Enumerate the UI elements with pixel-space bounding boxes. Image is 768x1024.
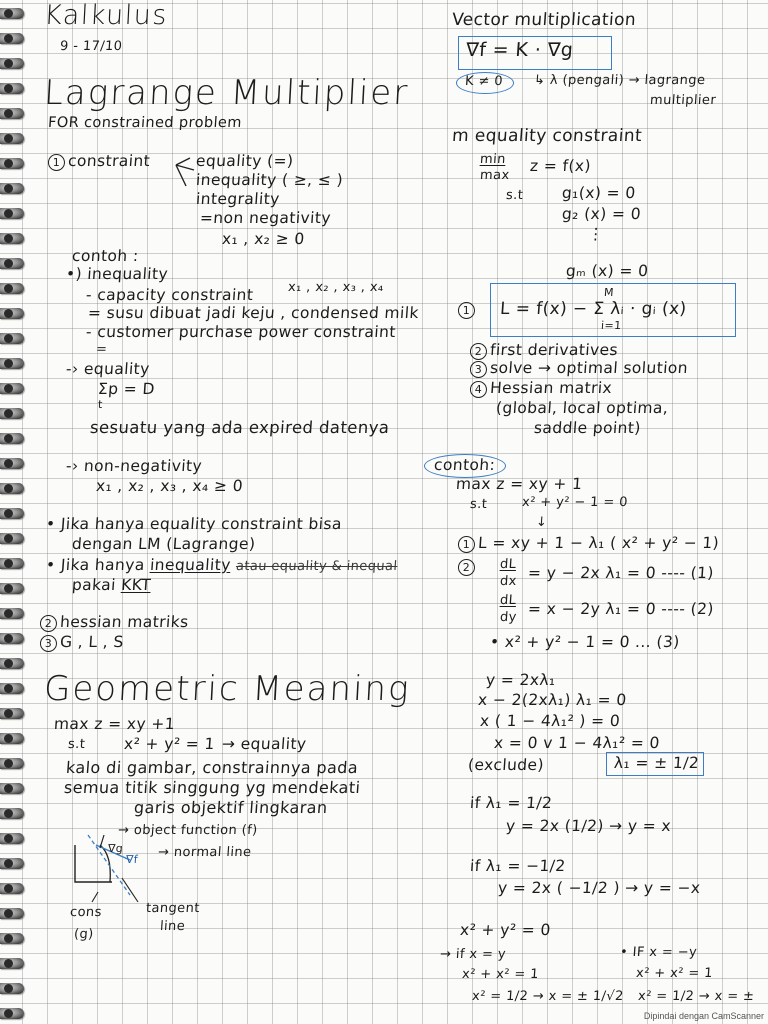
geo-equality: → equality (221, 735, 308, 753)
sum-expr: Σp = D (97, 380, 156, 398)
cons-label: cons (69, 905, 103, 920)
item2-hessian: 2 hessian matriks (39, 614, 189, 632)
bullet-equality-line2: dengan LM (Lagrange) (71, 535, 256, 553)
if-x-eq-y: → if x = y (439, 947, 507, 962)
nonneg-vars-2: x₁ , x₂ , x₃ , x₄ ≥ 0 (95, 477, 244, 495)
sum-lower: i=1 (600, 319, 622, 332)
m-equality-heading: m equality constraint (451, 126, 643, 146)
capacity-vars: x₁ , x₂ , x₃ , x₄ (287, 280, 385, 295)
item2-text: hessian matriks (59, 613, 190, 631)
dldx-den: dx (499, 574, 518, 589)
step4: 4 Hessian matrix (469, 380, 612, 398)
item1 (47, 153, 150, 171)
bullet2-inequality: inequality (149, 556, 232, 574)
cons-pointer (92, 892, 98, 902)
geo-text-1: kalo di gambar, constrainnya pada (65, 758, 359, 777)
tangent-label: tangent (145, 901, 201, 916)
example-max: max z = xy + 1 (455, 475, 583, 493)
eq3: • x² + y² − 1 = 0 ... (3) (489, 633, 681, 651)
nonneg-vars: x₁ , x₂ ≥ 0 (221, 230, 306, 248)
step1 (457, 301, 478, 319)
inequality-label: •) inequality (65, 265, 169, 283)
min-label: min (479, 152, 507, 167)
step2-text: first derivatives (489, 341, 619, 359)
bullet-equality-line1: • Jika hanya equality constraint bisa (45, 515, 343, 533)
cons-g-label: (g) (73, 927, 95, 942)
diagram-axes (75, 845, 112, 882)
g2-constraint: g₂ (x) = 0 (561, 205, 642, 223)
geo-constraint: x² + y² = 1 (123, 735, 216, 753)
objective-fx: z = f(x) (529, 157, 592, 175)
dldx-num: dL (499, 557, 517, 572)
capacity-constraint: - capacity constraint (85, 286, 254, 304)
substitution-2: x ( 1 − 4λ₁² ) = 0 (479, 712, 621, 730)
step2: 2 first derivatives (469, 342, 618, 360)
max-label: max (479, 168, 511, 183)
constraint-type-nonneg: =non negativity (199, 209, 332, 227)
course-title: Kalkulus (43, 0, 169, 31)
normal-line-label: → normal line (157, 845, 252, 860)
sum-upper: M (603, 286, 615, 299)
x-squared-result: x² = 1/2 → x = ± 1/√2 (471, 989, 625, 1004)
item3-text: G , L , S (59, 633, 125, 651)
substitution-3: x = 0 v 1 − 4λ₁² = 0 (493, 734, 661, 752)
grad-f-label: ∇f (125, 853, 139, 866)
tangent-pointer (122, 878, 138, 902)
nonneg-label: -› non-negativity (65, 457, 203, 475)
case2-result: y = 2x ( −1/2 ) → y = −x (497, 879, 702, 897)
lambda-result: λ₁ = ± 1/2 (613, 754, 700, 772)
bullet2-pakai: pakai (71, 576, 117, 594)
if-x-eq-neg-y: • IF x = −y (619, 945, 698, 960)
st-label: s.t (505, 188, 524, 203)
gm-constraint: gₘ (x) = 0 (565, 262, 650, 280)
kkt-label: KKT (120, 576, 152, 594)
susu-example: = susu dibuat jadi keju , condensed milk (87, 304, 420, 322)
constraint-type-equality: equality (=) (195, 152, 295, 170)
step4-sub2: saddle point) (533, 419, 642, 437)
x-plus-x-2: x² + x² = 1 (635, 966, 714, 981)
example-lagrangian: 1 L = xy + 1 − λ₁ ( x² + y² − 1) (457, 535, 719, 553)
grad-g-label: ∇g (107, 842, 124, 855)
example-constraint: x² + y² − 1 = 0 (521, 495, 629, 510)
example-st: s.t (469, 497, 488, 512)
scanner-watermark: Dipindai dengan CamScanner (643, 1011, 764, 1021)
lambda-note: ↳ λ (pengali) → lagrange (533, 73, 706, 88)
heading-geometric: Geometric Meaning (42, 669, 412, 709)
item3-gls: 3 G , L , S (39, 634, 124, 652)
object-function-label: → object function (f) (117, 823, 259, 838)
constraint-type-integrality: integrality (195, 190, 281, 208)
lagrangian-formula: L = f(x) − Σ λᵢ · gᵢ (x) (499, 299, 688, 319)
vector-title: Vector multiplication (451, 10, 637, 30)
case1-result: y = 2x (1/2) → y = x (505, 817, 672, 835)
step1-number: 1 (458, 302, 475, 319)
step3: 3 solve → optimal solution (469, 360, 688, 378)
equality-label: -› equality (65, 360, 151, 378)
dldy-num: dL (499, 593, 517, 608)
dldy-den: dy (499, 610, 518, 625)
vertical-dots: ⋮ (587, 225, 605, 243)
dldy-rhs: = x − 2y λ₁ = 0 ---- (2) (527, 600, 715, 618)
geo-text-2: semua titik singgung yg mendekati (63, 778, 362, 797)
bullet-inequality (45, 557, 398, 574)
substitution-1: x − 2(2xλ₁) λ₁ = 0 (477, 691, 628, 709)
bullet-kkt (71, 577, 151, 593)
date: 9 - 17/10 (59, 39, 123, 54)
item1-number: 1 (48, 154, 65, 171)
step2-marker: 2 (457, 558, 478, 576)
constraint-brace (176, 158, 194, 186)
tangent-line-label: line (159, 919, 186, 934)
constraint-type-inequality: inequality ( ≥, ≤ ) (195, 171, 344, 189)
geo-max: max z = xy +1 (53, 715, 176, 733)
item1-label: constraint (67, 152, 151, 170)
case1-if: if λ₁ = 1/2 (469, 794, 553, 812)
multiplier-word: multiplier (649, 93, 717, 108)
step3-text: solve → optimal solution (489, 359, 689, 377)
example-arrow: ↓ (535, 515, 548, 530)
dldx-rhs: = y − 2x λ₁ = 0 ---- (1) (527, 564, 715, 582)
x-squared-result-2: x² = 1/2 → x = ± (637, 989, 755, 1004)
subheading: FOR constrained problem (47, 115, 243, 131)
geo-text-3: garis objektif lingkaran (133, 798, 329, 817)
step4-sub1: (global, local optima, (495, 399, 669, 417)
example-lagrangian-text: L = xy + 1 − λ₁ ( x² + y² − 1) (477, 534, 720, 552)
g1-constraint: g₁(x) = 0 (561, 184, 637, 202)
bullet2-struck: atau equality & inequal (235, 559, 398, 574)
k-ne-zero: K ≠ 0 (464, 74, 504, 89)
x-plus-x-1: x² + x² = 1 (461, 967, 540, 982)
step4-text: Hessian matrix (489, 379, 613, 397)
geo-st: s.t (67, 737, 86, 752)
heading-lagrange: Lagrange Multiplier (42, 73, 411, 113)
eq-sign: = (95, 342, 108, 357)
grad-eq: ∇f = K · ∇g (465, 39, 574, 61)
exclude-note: (exclude) (467, 756, 545, 774)
contoh-label: contoh : (71, 247, 140, 265)
case2-if: if λ₁ = −1/2 (469, 857, 567, 875)
expired-example: sesuatu yang ada expired datenya (89, 418, 391, 437)
contoh-right: contoh: (433, 456, 496, 474)
sum-sub: t (97, 398, 104, 411)
customer-constraint: - customer purchase power constraint (85, 323, 397, 341)
circle-eq: x² + y² = 0 (459, 921, 552, 939)
y-eq: y = 2xλ₁ (485, 671, 557, 689)
bullet2-prefix: • Jika hanya (45, 556, 146, 574)
